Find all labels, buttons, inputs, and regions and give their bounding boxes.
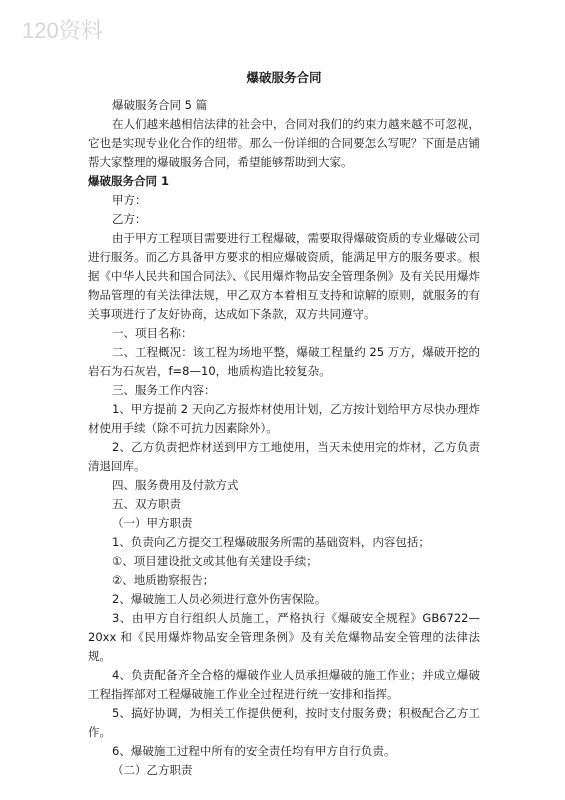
paragraph: 5、搞好协调，为相关工作提供便利，按时支付服务费；积极配合乙方工作。 xyxy=(88,706,480,739)
paragraph: 2、乙方负责把炸材送到甲方工地使用，当天未使用完的炸材，乙方负责清退回库。 xyxy=(88,440,480,473)
document-page xyxy=(88,68,480,780)
paragraph: 甲方： xyxy=(112,193,147,207)
paragraph: （二）乙方职责 xyxy=(112,763,193,777)
paragraph: 爆破服务合同 5 篇 xyxy=(112,98,208,112)
paragraph: ①、项目建设批文或其他有关建设手续； xyxy=(112,554,318,568)
document-title: 爆破服务合同 xyxy=(246,70,322,85)
paragraph: ②、地质勘察报告； xyxy=(112,573,215,587)
paragraph: 3、由甲方自行组织人员施工，严格执行《爆破安全规程》GB6722—20xx 和《民用爆炸物品安全管理条例》及有关危爆物品安全管理的法律法规。 xyxy=(88,611,480,663)
watermark-text: 120资料 xyxy=(22,18,103,43)
paragraph: 4、负责配备齐全合格的爆破作业人员承担爆破的施工作业；并成立爆破工程指挥部对工程爆破施工作业全过程进行统一安排和指挥。 xyxy=(88,668,480,701)
paragraph: 1、甲方提前 2 天向乙方报炸材使用计划，乙方按计划给甲方尽快办理炸材使用手续（除不可抗力因素除外）。 xyxy=(88,402,480,435)
paragraph: （一）甲方职责 xyxy=(112,516,193,530)
paragraph: 1、负责向乙方提交工程爆破服务所需的基础资料，内容包括； xyxy=(112,535,430,549)
paragraph: 五、双方职责 xyxy=(112,497,181,511)
paragraph: 乙方： xyxy=(112,212,147,226)
paragraph: 在人们越来越相信法律的社会中，合同对我们的约束力越来越不可忽视，它也是实现专业化合作的纽带。那么一份详细的合同要怎么写呢？下面是店铺帮大家整理的爆破服务合同，希望能够帮助到大家。 xyxy=(88,117,480,169)
paragraph: 二、工程概况：该工程为场地平整，爆破工程量约 25 万方，爆破开挖的岩石为石灰岩，f=8—10，地质构造比较复杂。 xyxy=(88,345,480,378)
paragraph: 由于甲方工程项目需要进行工程爆破，需要取得爆破资质的专业爆破公司进行服务。而乙方具备甲方要求的相应爆破资质，能满足甲方的服务要求。根据《中华人民共和国合同法》、《民用爆炸物品安全管理条例》及有关民用爆炸物品管理的有关法律法规，甲乙双方本着相互支持和谅解的原则，就服务的有关事项进行了友好协商，达成如下条款，双方共同遵守。 xyxy=(88,231,480,321)
paragraph: 2、爆破施工人员必须进行意外伤害保险。 xyxy=(112,592,327,606)
paragraph: 四、服务费用及付款方式 xyxy=(112,478,239,492)
paragraph: 6、爆破施工过程中所有的安全责任均有甲方自行负责。 xyxy=(112,744,396,758)
paragraph: 一、项目名称： xyxy=(112,326,193,340)
paragraph: 三、服务工作内容： xyxy=(112,383,216,397)
section-heading: 爆破服务合同 1 xyxy=(88,174,170,188)
